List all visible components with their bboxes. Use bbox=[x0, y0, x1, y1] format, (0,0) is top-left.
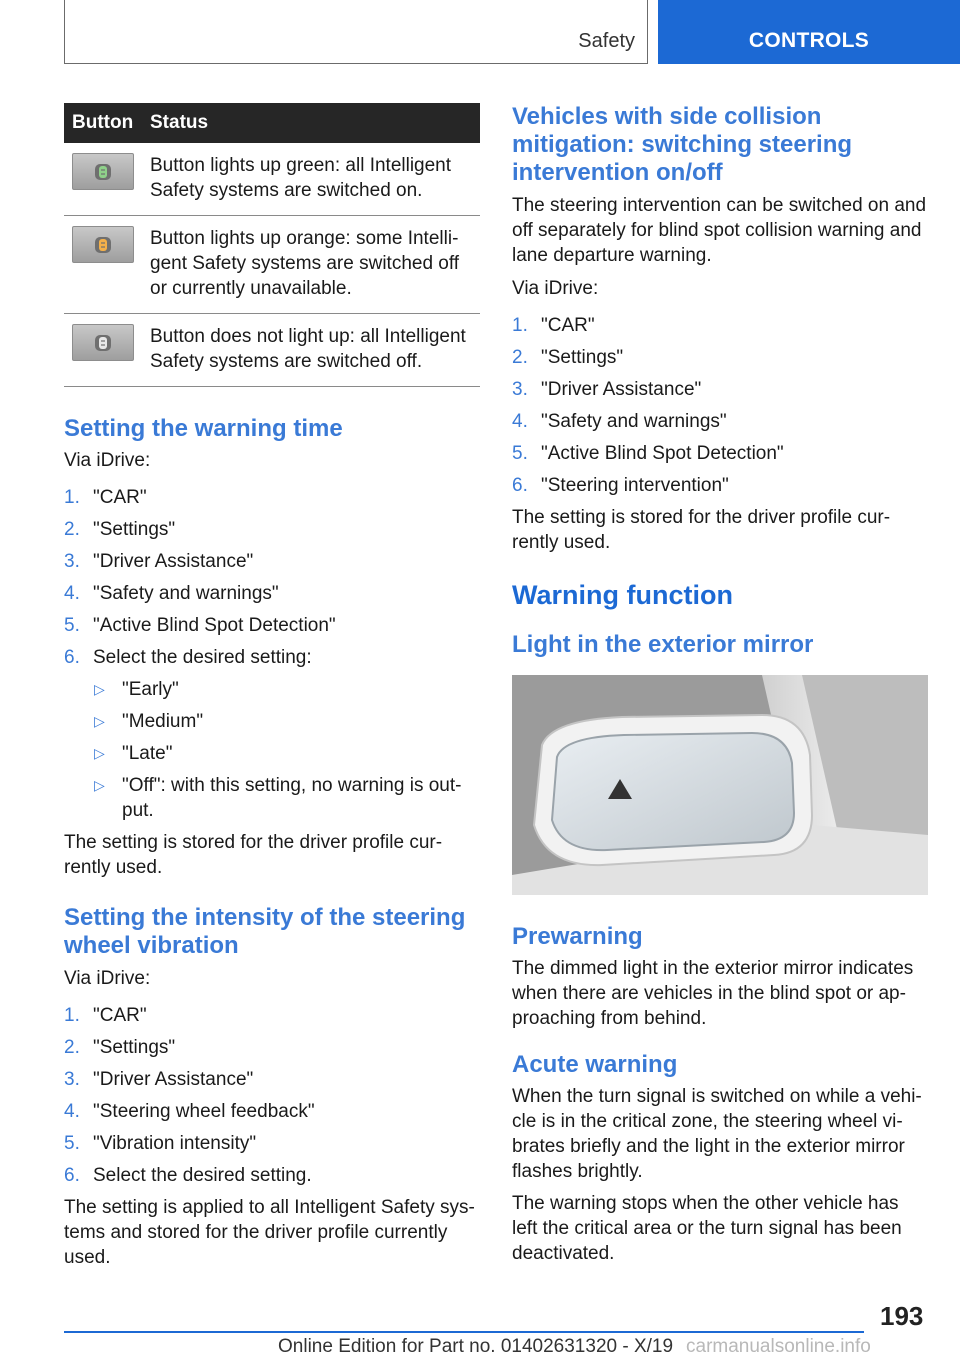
list-item bbox=[64, 613, 480, 638]
list-item bbox=[64, 1035, 480, 1060]
triangle-bullet-icon: ▷ bbox=[94, 713, 105, 729]
vibration-note: The setting is applied to all Intelligent Safety sys-tems and stored for the driver profile currently used. bbox=[64, 1197, 475, 1268]
step-number: 6. bbox=[64, 1165, 80, 1186]
list-item bbox=[512, 409, 928, 434]
step-number: 3. bbox=[64, 551, 80, 572]
step-number: 5. bbox=[64, 615, 80, 636]
step-number: 4. bbox=[512, 411, 528, 432]
option-text: "Late" bbox=[122, 743, 173, 764]
exterior-mirror-image bbox=[512, 675, 928, 895]
list-item bbox=[64, 1099, 480, 1124]
list-item bbox=[64, 741, 480, 766]
list-item bbox=[64, 1067, 480, 1092]
step-text: "Driver Assistance" bbox=[93, 551, 254, 572]
step-text: "Steering wheel feedback" bbox=[93, 1101, 315, 1122]
step-number: 1. bbox=[512, 315, 528, 336]
side-collision-body: The steering intervention can be switched on and off separately for blind spot collision warning and lane departure warning. bbox=[512, 195, 927, 266]
side-collision-note: The setting is stored for the driver profile cur-rently used. bbox=[512, 507, 891, 553]
option-text: "Early" bbox=[122, 679, 179, 700]
list-item bbox=[512, 313, 928, 338]
list-item bbox=[64, 485, 480, 510]
step-text: "Settings" bbox=[541, 347, 624, 368]
vibration-heading: Setting the intensity of the steering wheel vibration bbox=[64, 904, 466, 959]
option-text: "Medium" bbox=[122, 711, 204, 732]
step-number: 3. bbox=[64, 1069, 80, 1090]
option-text: "Off": with this setting, no warning is out-put. bbox=[122, 775, 462, 821]
button-off-icon bbox=[72, 324, 134, 361]
step-number: 4. bbox=[64, 1101, 80, 1122]
step-number: 3. bbox=[512, 379, 528, 400]
table-row bbox=[64, 143, 480, 216]
status-cell: Button does not light up: all Intelligent Safety systems are switched off. bbox=[142, 314, 480, 387]
step-text: Select the desired setting: bbox=[93, 647, 312, 668]
list-item bbox=[64, 1163, 480, 1188]
right-column bbox=[512, 103, 928, 1266]
warning-time-note: The setting is stored for the driver profile cur-rently used. bbox=[64, 832, 443, 878]
table-row bbox=[64, 314, 480, 387]
footer-edition: Online Edition for Part no. 01402631320 - X/19 bbox=[278, 1336, 674, 1357]
list-item bbox=[64, 645, 480, 670]
acute-warning-heading: Acute warning bbox=[512, 1051, 678, 1078]
list-item bbox=[64, 517, 480, 542]
header-frame bbox=[64, 0, 648, 64]
list-item bbox=[64, 773, 480, 823]
warning-time-intro: Via iDrive: bbox=[64, 450, 151, 471]
status-cell: Button lights up green: all Intelligent Safety systems are switched on. bbox=[142, 143, 480, 216]
step-number: 4. bbox=[64, 583, 80, 604]
list-item bbox=[64, 1131, 480, 1156]
header-section-title: Safety bbox=[578, 30, 635, 52]
vibration-intro: Via iDrive: bbox=[64, 968, 151, 989]
triangle-bullet-icon: ▷ bbox=[94, 745, 105, 761]
step-text: "CAR" bbox=[93, 487, 147, 508]
list-item bbox=[512, 345, 928, 370]
triangle-bullet-icon: ▷ bbox=[94, 777, 105, 793]
step-number: 2. bbox=[64, 519, 80, 540]
list-item bbox=[64, 709, 480, 734]
step-number: 2. bbox=[64, 1037, 80, 1058]
exterior-mirror-illustration bbox=[512, 675, 928, 895]
triangle-bullet-icon: ▷ bbox=[94, 681, 105, 697]
vibration-steps bbox=[64, 1003, 480, 1188]
side-collision-heading: Vehicles with side collision mitigation: switching steering intervention on/off bbox=[512, 103, 853, 186]
list-item bbox=[512, 377, 928, 402]
status-cell: Button lights up orange: some Intelli-gent Safety systems are switched off or currently unavailable. bbox=[142, 216, 480, 314]
step-text: Select the desired setting. bbox=[93, 1165, 312, 1186]
step-number: 6. bbox=[512, 475, 528, 496]
header-chapter-tab: CONTROLS bbox=[658, 0, 960, 64]
step-text: "CAR" bbox=[541, 315, 595, 336]
acute-warning-stop: The warning stops when the other vehicle has left the critical area or the turn signal has been deactivated. bbox=[512, 1193, 902, 1264]
step-number: 1. bbox=[64, 487, 80, 508]
table-row bbox=[64, 216, 480, 314]
warning-time-heading: Setting the warning time bbox=[64, 415, 343, 442]
side-collision-steps bbox=[512, 313, 928, 498]
list-item bbox=[512, 473, 928, 498]
page-number: 193 bbox=[880, 1301, 924, 1331]
step-text: "Active Blind Spot Detection" bbox=[93, 615, 336, 636]
list-item bbox=[64, 549, 480, 574]
step-number: 5. bbox=[64, 1133, 80, 1154]
button-cell bbox=[64, 314, 142, 387]
button-cell bbox=[64, 143, 142, 216]
step-text: "Settings" bbox=[93, 1037, 176, 1058]
table-header-status: Status bbox=[142, 103, 480, 143]
step-number: 1. bbox=[64, 1005, 80, 1026]
button-status-table bbox=[64, 103, 480, 387]
button-green-icon bbox=[72, 153, 134, 190]
step-number: 6. bbox=[64, 647, 80, 668]
step-text: "Safety and warnings" bbox=[93, 583, 279, 604]
list-item bbox=[64, 581, 480, 606]
footer-divider bbox=[64, 1331, 864, 1333]
button-orange-icon bbox=[72, 226, 134, 263]
step-text: "Driver Assistance" bbox=[93, 1069, 254, 1090]
step-text: "Safety and warnings" bbox=[541, 411, 727, 432]
table-header-button: Button bbox=[64, 103, 142, 143]
prewarning-heading: Prewarning bbox=[512, 923, 643, 950]
step-text: "Steering intervention" bbox=[541, 475, 729, 496]
list-item bbox=[64, 677, 480, 702]
prewarning-body: The dimmed light in the exterior mirror indicates when there are vehicles in the blind spot or ap-proaching from behind. bbox=[512, 958, 914, 1029]
list-item bbox=[64, 1003, 480, 1028]
step-number: 2. bbox=[512, 347, 528, 368]
warning-time-options bbox=[64, 677, 480, 823]
step-text: "Settings" bbox=[93, 519, 176, 540]
step-text: "Active Blind Spot Detection" bbox=[541, 443, 784, 464]
mirror-light-heading: Light in the exterior mirror bbox=[512, 631, 814, 658]
step-text: "Driver Assistance" bbox=[541, 379, 702, 400]
side-collision-intro: Via iDrive: bbox=[512, 278, 599, 299]
warning-time-steps bbox=[64, 485, 480, 670]
left-column bbox=[64, 103, 480, 1270]
step-text: "CAR" bbox=[93, 1005, 147, 1026]
step-text: "Vibration intensity" bbox=[93, 1133, 257, 1154]
acute-warning-body: When the turn signal is switched on while a vehi-cle is in the critical zone, the steering wheel vi-brates briefly and the light in the exterior mirror flashes brightly. bbox=[512, 1086, 922, 1182]
warning-function-heading: Warning function bbox=[512, 580, 733, 610]
button-cell bbox=[64, 216, 142, 314]
step-number: 5. bbox=[512, 443, 528, 464]
list-item bbox=[512, 441, 928, 466]
footer-watermark: carmanualsonline.info bbox=[686, 1336, 871, 1357]
